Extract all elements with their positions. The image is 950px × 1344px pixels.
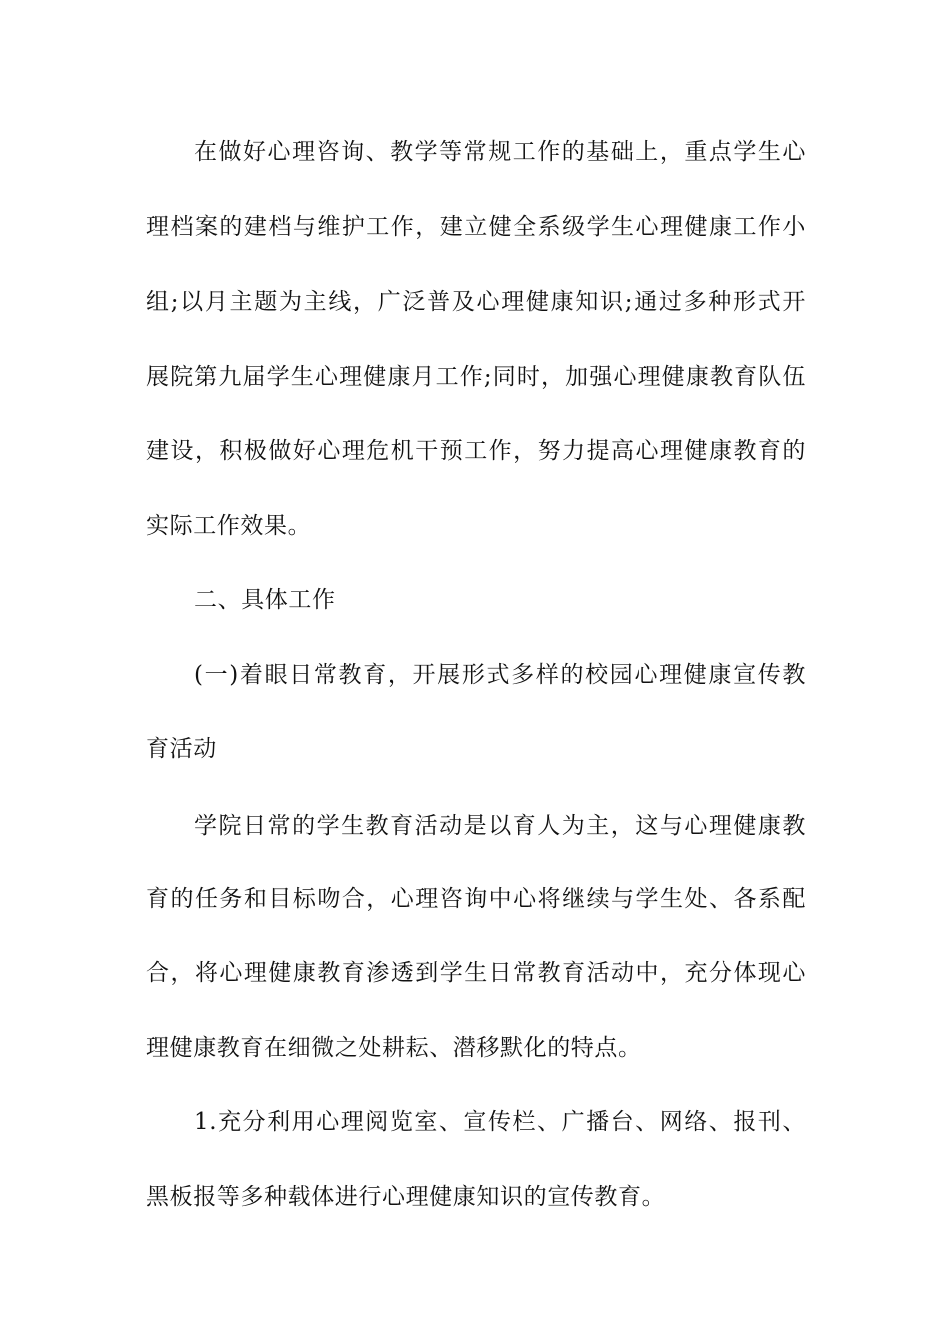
text-line: 组;以月主题为主线，广泛普及心理健康知识;通过多种形式开 xyxy=(146,289,806,315)
text-line: 在做好心理咨询、教学等常规工作的基础上，重点学生心 xyxy=(194,139,806,165)
text-line: 黑板报等多种载体进行心理健康知识的宣传教育。 xyxy=(146,1184,666,1210)
text-line: (一)着眼日常教育，开展形式多样的校园心理健康宣传教 xyxy=(194,662,806,688)
text-line: 理档案的建档与维护工作，建立健全系级学生心理健康工作小 xyxy=(146,214,806,240)
text-line: 育活动 xyxy=(146,736,217,762)
text-line: 1.充分利用心理阅览室、宣传栏、广播台、网络、报刊、 xyxy=(194,1109,806,1135)
text-line: 合，将心理健康教育渗透到学生日常教育活动中，充分体现心 xyxy=(146,960,806,986)
text-line: 实际工作效果。 xyxy=(146,513,312,539)
text-line: 理健康教育在细微之处耕耘、潜移默化的特点。 xyxy=(146,1035,642,1061)
section-heading: 二、具体工作 xyxy=(194,587,336,613)
text-line: 建设，积极做好心理危机干预工作，努力提高心理健康教育的 xyxy=(146,438,806,464)
text-line: 育的任务和目标吻合，心理咨询中心将继续与学生处、各系配 xyxy=(146,886,806,912)
text-line: 展院第九届学生心理健康月工作;同时，加强心理健康教育队伍 xyxy=(146,364,806,390)
text-line: 学院日常的学生教育活动是以育人为主，这与心理健康教 xyxy=(194,813,806,839)
